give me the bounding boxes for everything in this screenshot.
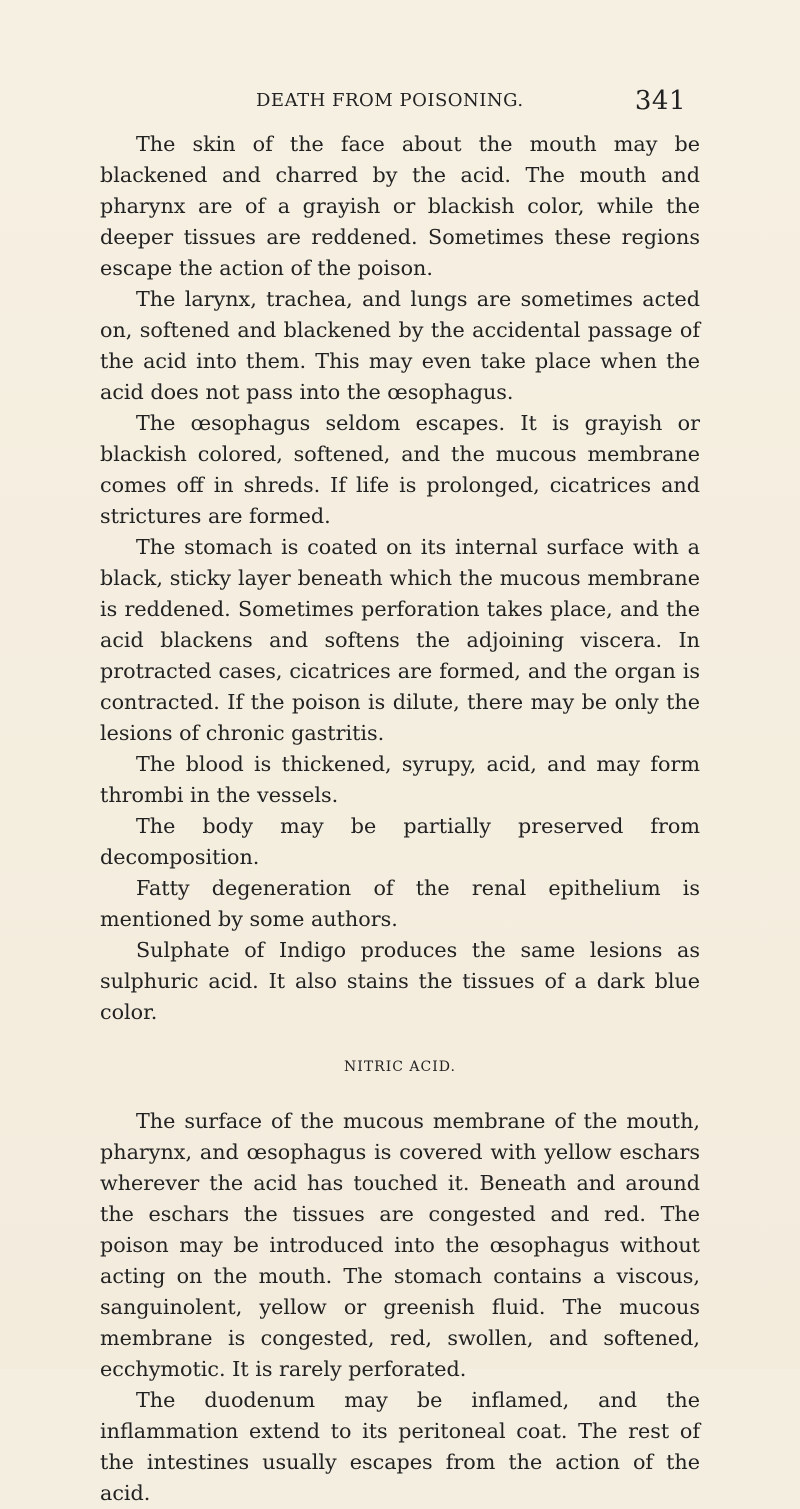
paragraph-oesophagus: The œsophagus seldom escapes. It is grayish or blackish colored, softened, and the mucous membrane comes off in shreds. If life is prolonged, cicatrices and strictures are formed. xyxy=(100,411,700,528)
paragraph-renal: Fatty degeneration of the renal epithelium is mentioned by some authors. xyxy=(100,876,700,931)
body-text xyxy=(100,129,700,1509)
paragraph-blood: The blood is thickened, syrupy, acid, and may form thrombi in the vessels. xyxy=(100,752,700,807)
paragraph-body: The body may be partially preserved from decomposition. xyxy=(100,814,700,869)
paragraph-larynx: The larynx, trachea, and lungs are sometimes acted on, softened and blackened by the accidental passage of the acid into them. This may even take place when the acid does not pass into the œsophagus. xyxy=(100,287,700,404)
paragraph-skin: The skin of the face about the mouth may be blackened and charred by the acid. The mouth and pharynx are of a grayish or blackish color, while the deeper tissues are reddened. Sometimes these regions escape the action of the poison. xyxy=(100,132,700,280)
page-number: 341 xyxy=(634,86,686,116)
section-heading: NITRIC ACID. xyxy=(344,1059,456,1075)
paragraph-stomach: The stomach is coated on its internal surface with a black, sticky layer beneath which the mucous membrane is reddened. Sometimes perforation takes place, and the acid blackens and softens the adjoining viscera. In protracted cases, cicatrices are formed, and the organ is contracted. If the poison is dilute, there may be only the lesions of chronic gastritis. xyxy=(100,535,700,745)
running-title: DEATH FROM POISONING. xyxy=(256,90,524,111)
paragraph-indigo: Sulphate of Indigo produces the same lesions as sulphuric acid. It also stains the tissues of a dark blue color. xyxy=(100,938,700,1024)
paragraph-duodenum: The duodenum may be inflamed, and the inflammation extend to its peritoneal coat. The rest of the intestines usually escapes from the action of the acid. xyxy=(100,1388,700,1505)
paragraph-nitric-surface: The surface of the mucous membrane of the mouth, pharynx, and œsophagus is covered with yellow eschars wherever the acid has touched it. Beneath and around the eschars the tissues are congested and red. The poison may be introduced into the œsophagus without acting on the mouth. The stomach contains a viscous, sanguinolent, yellow or greenish fluid. The mucous membrane is congested, red, swollen, and softened, ecchymotic. It is rarely perforated. xyxy=(100,1109,700,1381)
